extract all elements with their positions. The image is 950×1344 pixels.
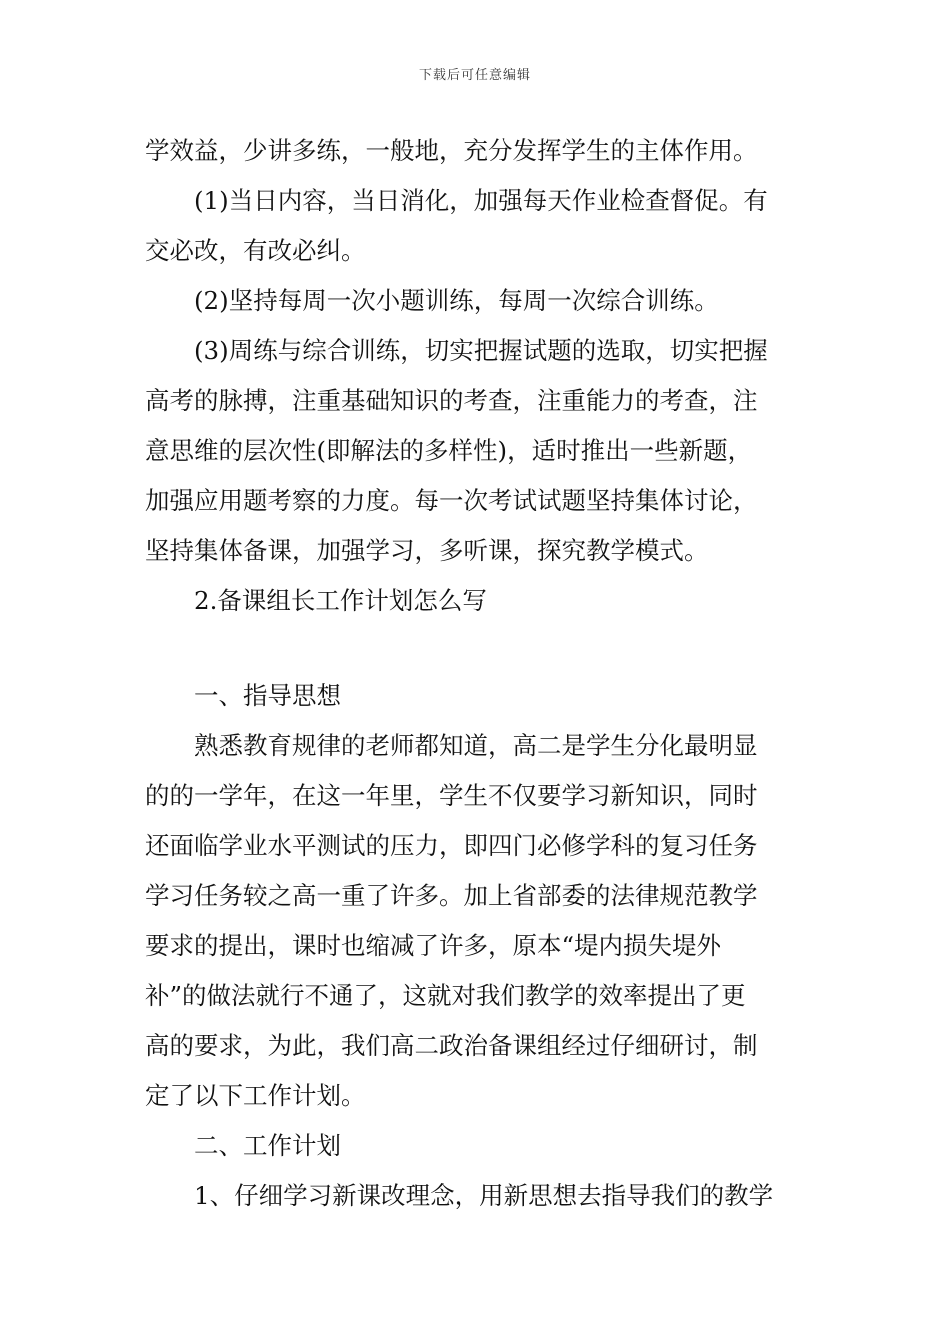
page-header: 下载后可任意编辑 xyxy=(418,68,531,83)
document-body xyxy=(145,126,815,1221)
body-line: 学效益，少讲多练，一般地，充分发挥学生的主体作用。 xyxy=(145,136,758,165)
body-line: 意思维的层次性(即解法的多样性)，适时推出一些新题， xyxy=(145,436,753,465)
body-line: 定了以下工作计划。 xyxy=(145,1081,366,1110)
body-line: 交必改，有改必纠。 xyxy=(145,236,366,265)
subheading-guiding-thought: 一、指导思想 xyxy=(194,681,341,710)
blank-gap xyxy=(145,626,815,671)
body-line: 加强应用题考察的力度。每一次考试试题坚持集体讨论， xyxy=(145,486,758,515)
body-line: 坚持集体备课，加强学习，多听课，探究教学模式。 xyxy=(145,536,709,565)
body-line: 的的一学年，在这一年里，学生不仅要学习新知识，同时 xyxy=(145,781,758,810)
list-item-2: (2)坚持每周一次小题训练，每周一次综合训练。 xyxy=(194,286,719,315)
paragraph-start: 熟悉教育规律的老师都知道，高二是学生分化最明显 xyxy=(194,731,758,760)
body-line: 还面临学业水平测试的压力，即四门必修学科的复习任务 xyxy=(145,831,758,860)
body-line: 高的要求，为此，我们高二政治备课组经过仔细研讨，制 xyxy=(145,1031,758,1060)
body-line: 补”的做法就行不通了，这就对我们教学的效率提出了更 xyxy=(145,981,746,1010)
body-line: 高考的脉搏，注重基础知识的考查，注重能力的考查，注 xyxy=(145,386,758,415)
list-item-1: (1)当日内容，当日消化，加强每天作业检查督促。有 xyxy=(194,186,768,215)
body-line: 要求的提出，课时也缩减了许多，原本“堤内损失堤外 xyxy=(145,931,722,960)
paragraph-start: 1、仔细学习新课改理念，用新思想去指导我们的教学 xyxy=(194,1181,774,1210)
list-item-3: (3)周练与综合训练，切实把握试题的选取，切实把握 xyxy=(194,336,768,365)
subheading-work-plan: 二、工作计划 xyxy=(194,1131,341,1160)
body-line: 学习任务较之高一重了许多。加上省部委的法律规范教学 xyxy=(145,881,758,910)
section-heading: 2.备课组长工作计划怎么写 xyxy=(194,586,487,615)
